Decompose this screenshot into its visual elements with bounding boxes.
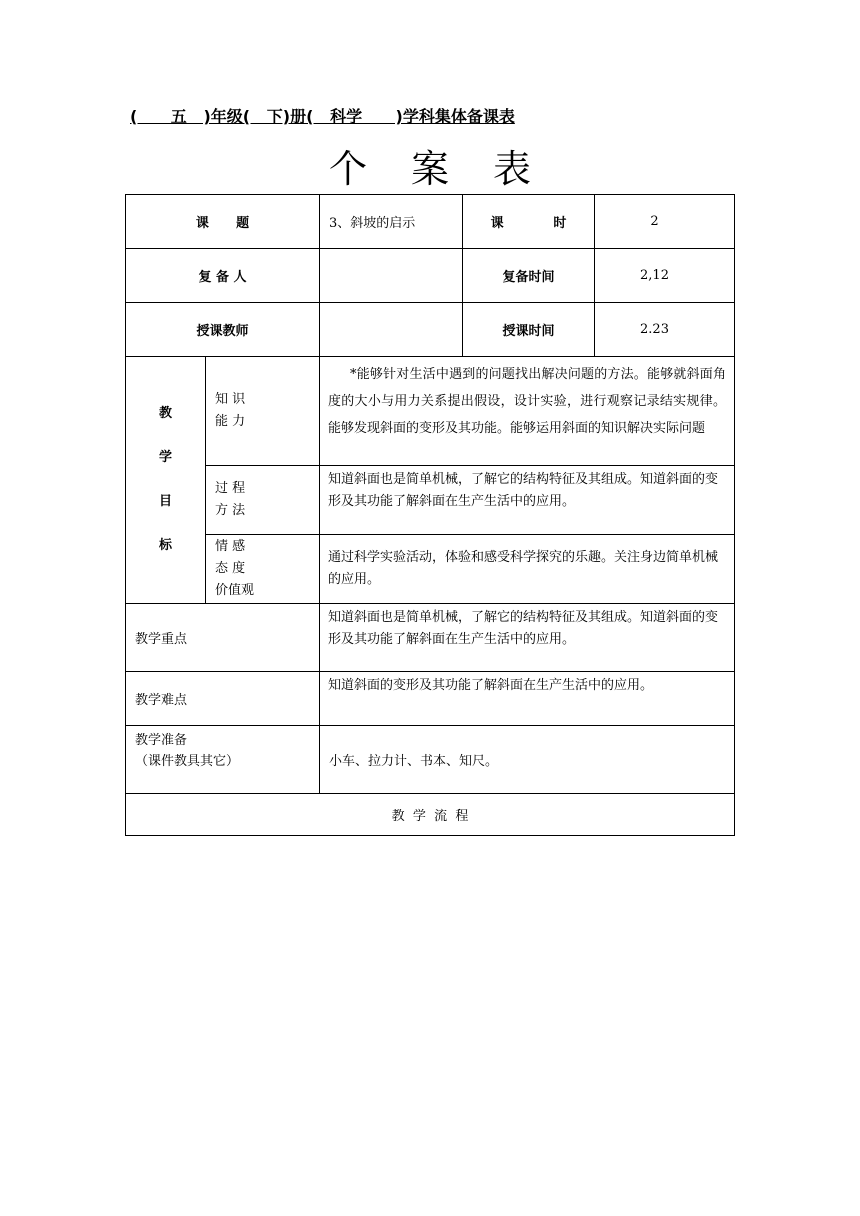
teach-time-value: 2.23 — [595, 303, 735, 357]
topic-label: 课 题 — [126, 195, 320, 249]
page-title: 个案表 — [328, 147, 575, 191]
table-row — [126, 604, 735, 672]
teach-time-label: 授课时间 — [463, 303, 595, 357]
teacher-label: 授课教师 — [126, 303, 320, 357]
process-text: 知道斜面也是简单机械，了解它的结构特征及其组成。知道斜面的变形及其功能了解斜面在生产生活中的应用。 — [320, 466, 735, 535]
difficulty-label: 教学难点 — [126, 672, 320, 726]
difficulty-text: 知道斜面的变形及其功能了解斜面在生产生活中的应用。 — [320, 672, 735, 726]
key-points-text: 知道斜面也是简单机械，了解它的结构特征及其组成。知道斜面的变形及其功能了解斜面在生产生活中的应用。 — [320, 604, 735, 672]
teacher-value — [320, 303, 463, 357]
table-row — [126, 672, 735, 726]
table-row — [126, 466, 735, 535]
preparation-text: 小车、拉力计、书本、知尺。 — [320, 726, 735, 794]
table-row — [126, 535, 735, 604]
reviewer-label: 复 备 人 — [126, 249, 320, 303]
emotion-label: 情 感 态 度 价值观 — [206, 535, 320, 604]
table-row — [126, 357, 735, 466]
emotion-text: 通过科学实验活动，体验和感受科学探究的乐趣。关注身边简单机械的应用。 — [320, 535, 735, 604]
review-time-value: 2,12 — [595, 249, 735, 303]
teaching-flow-label: 教 学 流 程 — [126, 794, 735, 836]
table-row — [126, 726, 735, 794]
knowledge-label: 知 识 能 力 — [206, 357, 320, 466]
reviewer-value — [320, 249, 463, 303]
table-row — [126, 303, 735, 357]
process-label: 过 程 方 法 — [206, 466, 320, 535]
form-header: ( 五 )年级( 下)册( 科学 )学科集体备课表 — [130, 107, 515, 126]
table-row — [126, 249, 735, 303]
period-label: 课 时 — [463, 195, 595, 249]
knowledge-text: *能够针对生活中遇到的问题找出解决问题的方法。能够就斜面角度的大小与用力关系提出假设，设计实验，进行观察记录结实规律。能够发现斜面的变形及其功能。能够运用斜面的知识解决实际问题 — [320, 357, 735, 466]
teaching-goals-label: 教 学 目 标 — [126, 357, 206, 604]
table-row — [126, 195, 735, 249]
table-row — [126, 794, 735, 836]
period-value: 2 — [595, 195, 735, 249]
lesson-plan-table — [125, 194, 735, 836]
preparation-label: 教学准备 （课件教具其它） — [126, 726, 320, 794]
topic-value: 3、斜坡的启示 — [320, 195, 463, 249]
review-time-label: 复备时间 — [463, 249, 595, 303]
key-points-label: 教学重点 — [126, 604, 320, 672]
